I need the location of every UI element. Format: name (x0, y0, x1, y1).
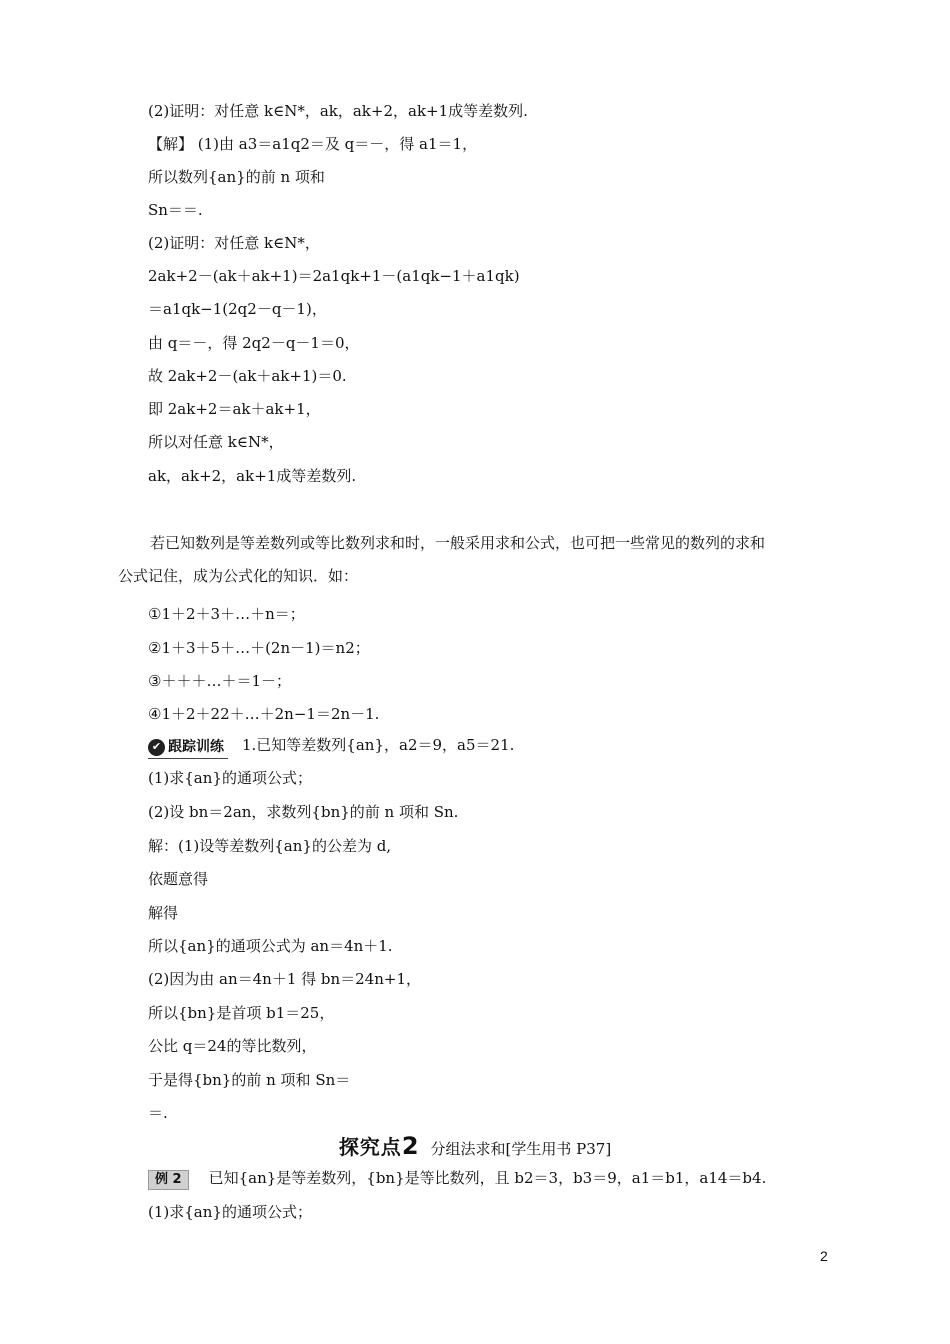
text-line: ak，ak+2，ak+1成等差数列. (148, 467, 357, 485)
summary-line-2: 公式记住，成为公式化的知识．如： (118, 567, 359, 585)
text-line: (2)证明：对任意 k∈N*，ak，ak+2，ak+1成等差数列. (148, 102, 528, 120)
text-line: 所以对任意 k∈N*， (148, 433, 284, 451)
page-number: 2 (820, 1248, 828, 1264)
example-badge: 例 2 (148, 1170, 189, 1190)
text-line: 解得 (148, 904, 179, 922)
section-title: 探究点 (338, 1135, 402, 1159)
text-line: 公比 q＝24的等比数列， (148, 1037, 317, 1055)
text-line: Sn＝＝. (148, 201, 203, 219)
text-line: (2)因为由 an＝4n＋1 得 bn＝24n+1， (148, 970, 422, 988)
example-text: 已知{an}是等差数列，{bn}是等比数列，且 b2＝3，b3＝9，a1＝b1，a14＝b4. (208, 1169, 767, 1187)
text-line: 由 q＝－，得 2q2－q－1＝0， (148, 334, 360, 352)
text-line: 2ak+2－(ak＋ak+1)＝2a1qk+1－(a1qk−1＋a1qk) (148, 267, 520, 285)
track-badge (148, 737, 228, 759)
text-line: 所以{bn}是首项 b1＝25， (148, 1004, 335, 1022)
text-line: (2)证明：对任意 k∈N*， (148, 234, 320, 252)
check-icon: ✔ (148, 739, 165, 756)
text-line: ＝. (148, 1104, 168, 1122)
text-line: 所以数列{an}的前 n 项和 (148, 168, 325, 186)
formula-item: ④1＋2＋22＋…＋2n−1＝2n－1. (148, 705, 380, 723)
section-number: 2 (401, 1132, 419, 1160)
text-line: 所以{an}的通项公式为 an＝4n＋1. (148, 937, 393, 955)
section-subtitle: 分组法求和[学生用书 P37] (430, 1140, 612, 1158)
formula-item: ②1＋3＋5＋…＋(2n－1)＝n2； (148, 639, 370, 657)
solution-line: 【解】 (1)由 a3＝a1q2＝及 q＝－，得 a1＝1， (148, 135, 478, 153)
text-line: ＝a1qk−1(2q2－q－1)， (148, 300, 327, 318)
section-heading (0, 1131, 950, 1164)
example-part: (1)求{an}的通项公式； (148, 1203, 312, 1221)
track-question: 1.已知等差数列{an}，a2＝9，a5＝21. (242, 736, 515, 754)
example-line (148, 1168, 766, 1190)
text-line: (2)设 bn＝2an，求数列{bn}的前 n 项和 Sn. (148, 803, 459, 821)
text-line: 故 2ak+2－(ak＋ak+1)＝0. (148, 367, 347, 385)
text-line: 于是得{bn}的前 n 项和 Sn＝ (148, 1071, 351, 1089)
track-badge-label: 跟踪训练 (168, 739, 224, 755)
formula-item: ③＋＋＋…＋＝1－； (148, 672, 291, 690)
summary-paragraph (118, 533, 838, 586)
text-line: (1)求{an}的通项公式； (148, 769, 312, 787)
summary-line-1: 若已知数列是等差数列或等比数列求和时，一般采用求和公式，也可把一些常见的数列的求和 (150, 534, 766, 552)
text-line: 依题意得 (148, 870, 209, 888)
track-exercise-line (148, 735, 514, 759)
text-line: 解：(1)设等差数列{an}的公差为 d, (148, 837, 392, 855)
formula-item: ①1＋2＋3＋…＋n＝； (148, 605, 305, 623)
text-line: 即 2ak+2＝ak＋ak+1， (148, 400, 321, 418)
